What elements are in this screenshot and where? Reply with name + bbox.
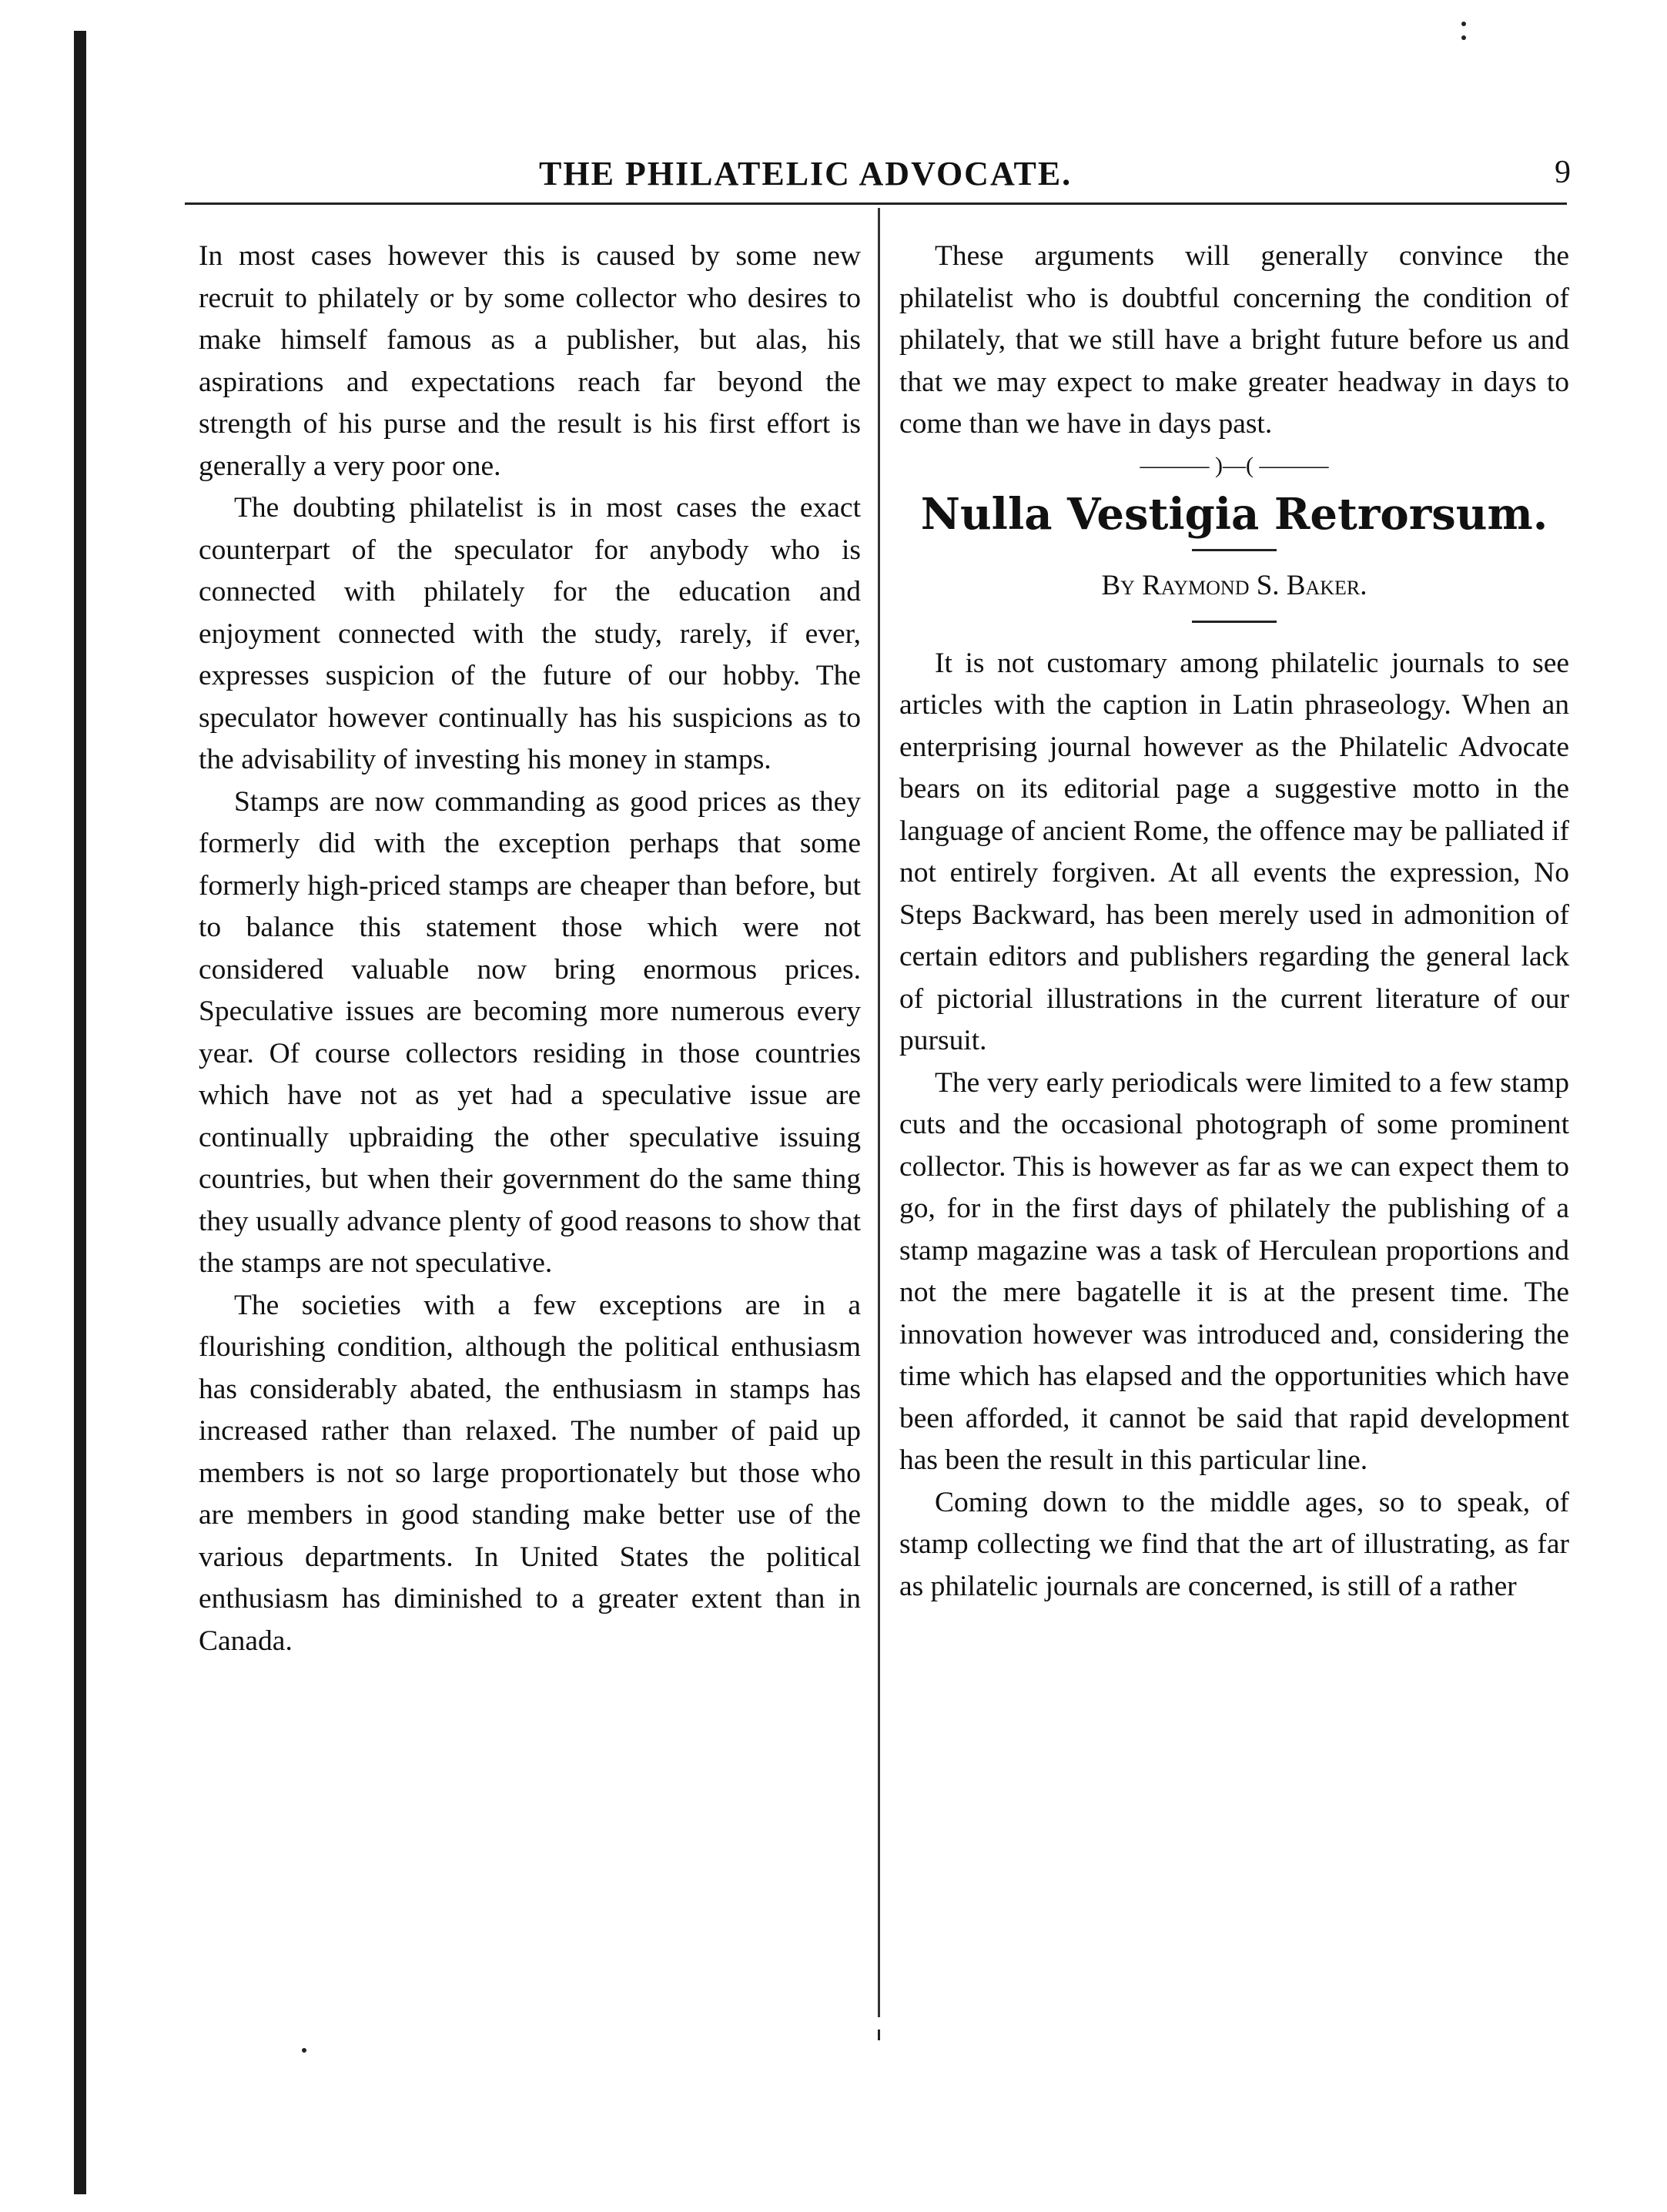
binding-edge — [74, 31, 86, 2194]
left-column — [199, 236, 861, 1662]
header-rule — [185, 202, 1567, 205]
print-speck — [302, 2048, 306, 2053]
column-divider — [878, 208, 880, 2017]
title-rule — [1192, 549, 1277, 551]
right-column — [899, 236, 1569, 1608]
left-paragraph-4: The societies with a few exceptions are in a flourishing condition, although the political enthusiasm has considerably abated, the enthusiasm in stamps has increased rather than relaxed. The number of paid up members is not so large proportionately but those who are members in good standing make better use of the various departments. In United States the political enthusiasm has diminished to a greater extent than in Canada. — [199, 1289, 861, 1657]
left-paragraph-2: The doubting philatelist is in most cases the exact counterpart of the speculator for anybody who is connected with philately for the education and enjoyment connected with the study, rarely, if ever, expresses suspicion of the future of our hobby. The speculator however continually has his suspicions as to the advisability of investing his money in stamps. — [199, 492, 861, 775]
article-title: Nulla Vestigia Retrorsum. — [920, 488, 1548, 540]
right-paragraph-1: It is not customary among philatelic journals to see articles with the caption in Latin phraseology. When an enterprising journal however as the Philatelic Advocate bears on its editorial page a suggestive motto in the language of ancient Rome, the offence may be palliated if not entirely forgiven. At all events the expression, No Steps Backward, has been merely used in admonition of certain editors and publishers regarding the general lack of pictorial illustrations in the current literature of our pursuit. — [899, 647, 1569, 1056]
byline: By Raymond S. Baker. — [1101, 569, 1367, 601]
print-speck — [1461, 22, 1466, 26]
right-paragraph-3: Coming down to the middle ages, so to speak, of stamp collecting we find that the art of illustrating, as far as philatelic journals are concerned, is still of a rather — [899, 1486, 1569, 1602]
right-paragraph-2: The very early periodicals were limited to a few stamp cuts and the occasional photograph of some prominent collector. This is however as far as we can expect them to go, for in the first days of philately the publishing of a stamp magazine was a task of Herculean proportions and not the mere bagatelle it is at the present time. The innovation however was introduced and, considering the time which has elapsed and the opportunities which have been afforded, it cannot be said that rapid development has been the result in this particular line. — [899, 1066, 1569, 1476]
print-speck — [878, 2030, 880, 2040]
intro-paragraph: These arguments will generally convince the philatelist who is doubtful concerning the condition of philately, that we still have a bright future before us and that we may expect to make greater headway in days to come than we have in days past. — [899, 240, 1569, 440]
left-paragraph-1: In most cases however this is caused by some new recruit to philately or by some collector who desires to make himself famous as a publisher, but alas, his aspirations and expectations reach far beyond the strength of his purse and the result is his first effort is generally a very poor one. — [199, 240, 861, 482]
running-title: THE PHILATELIC ADVOCATE. — [539, 155, 1073, 192]
left-paragraph-3: Stamps are now commanding as good prices as they formerly did with the exception perhaps that some formerly high-priced stamps are cheaper than before, but to balance this statement those which were not considered valuable now bring enormous prices. Speculative issues are becoming more numerous every year. Of course collectors residing in those countries which have not as yet had a speculative issue are continually upbraiding the other speculative issuing countries, but when their government do the same thing they usually advance plenty of good reasons to show that the stamps are not speculative. — [199, 785, 861, 1279]
separator-ornament: ——— )—( ——— — [1140, 452, 1329, 478]
print-speck — [1461, 35, 1466, 40]
byline-rule — [1192, 621, 1277, 623]
page-number: 9 — [1555, 155, 1571, 190]
page-header — [162, 154, 1571, 200]
